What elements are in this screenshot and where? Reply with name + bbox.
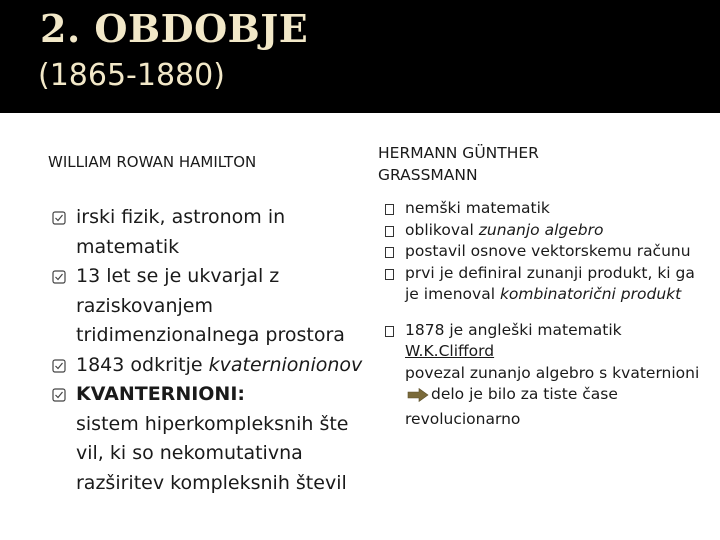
square-bullet-icon [385,226,394,237]
square-bullet-icon [385,269,394,280]
list-item [385,263,705,306]
list-item-text: 1878 je angleški matematik [405,320,622,339]
list-item-emphasis: kombinatorični produkt [499,285,682,303]
checkbox-bullet-icon [52,388,66,402]
list-item-emphasis: kvaternionionov [208,353,363,376]
right-column-heading: HERMANN GÜNTHER GRASSMANN [378,144,539,184]
list-item-text: postavil osnove vektorskemu računu [405,242,691,260]
list-item-text: oblikoval [405,220,479,239]
title-banner [0,0,720,113]
hamilton-list [52,203,370,498]
slide-subtitle: (1865-1880) [38,58,225,93]
list-item-text: irski fizik, astronom in matematik [76,206,286,258]
list-item [385,241,705,263]
grassmann-list [385,198,705,430]
list-item-emphasis: zunanjo algebro [478,220,604,239]
list-item [385,220,705,242]
list-item [385,320,705,431]
list-item [52,203,370,262]
checkbox-bullet-icon [52,359,66,373]
list-item-text: povezal zunanjo algebro s kvaternioni [405,363,700,382]
list-item-text: 1843 odkritje [76,353,209,376]
checkbox-bullet-icon [52,270,66,284]
right-arrow-icon [407,387,429,409]
list-item-text: 13 let se je ukvarjal z raziskovanjem tridimenzionalnega prostora [76,265,345,346]
square-bullet-icon [385,204,394,215]
left-column-heading: WILLIAM ROWAN HAMILTON [48,153,257,171]
square-bullet-icon [385,247,394,258]
list-item [52,351,370,381]
slide-title: 2. OBDOBJE [40,6,309,51]
list-item-text: sistem hiperkompleksnih šte vil, ki so nekomutativna razširitev kompleksnih števil [76,412,349,494]
list-item-text: nemški matematik [405,199,550,217]
list-item [52,380,370,498]
clifford-link[interactable]: W.K.Clifford [405,342,495,360]
list-item-text: delo je bilo za tiste čase revolucionarno [405,385,618,428]
square-bullet-icon [385,326,394,337]
list-item-text: prvi je definiral zunanji produkt, ki ga je imenoval [405,263,695,303]
list-item-bold: KVANTERNIONI: [76,383,246,405]
checkbox-bullet-icon [52,211,66,225]
list-item [52,262,370,351]
list-item [385,198,705,220]
